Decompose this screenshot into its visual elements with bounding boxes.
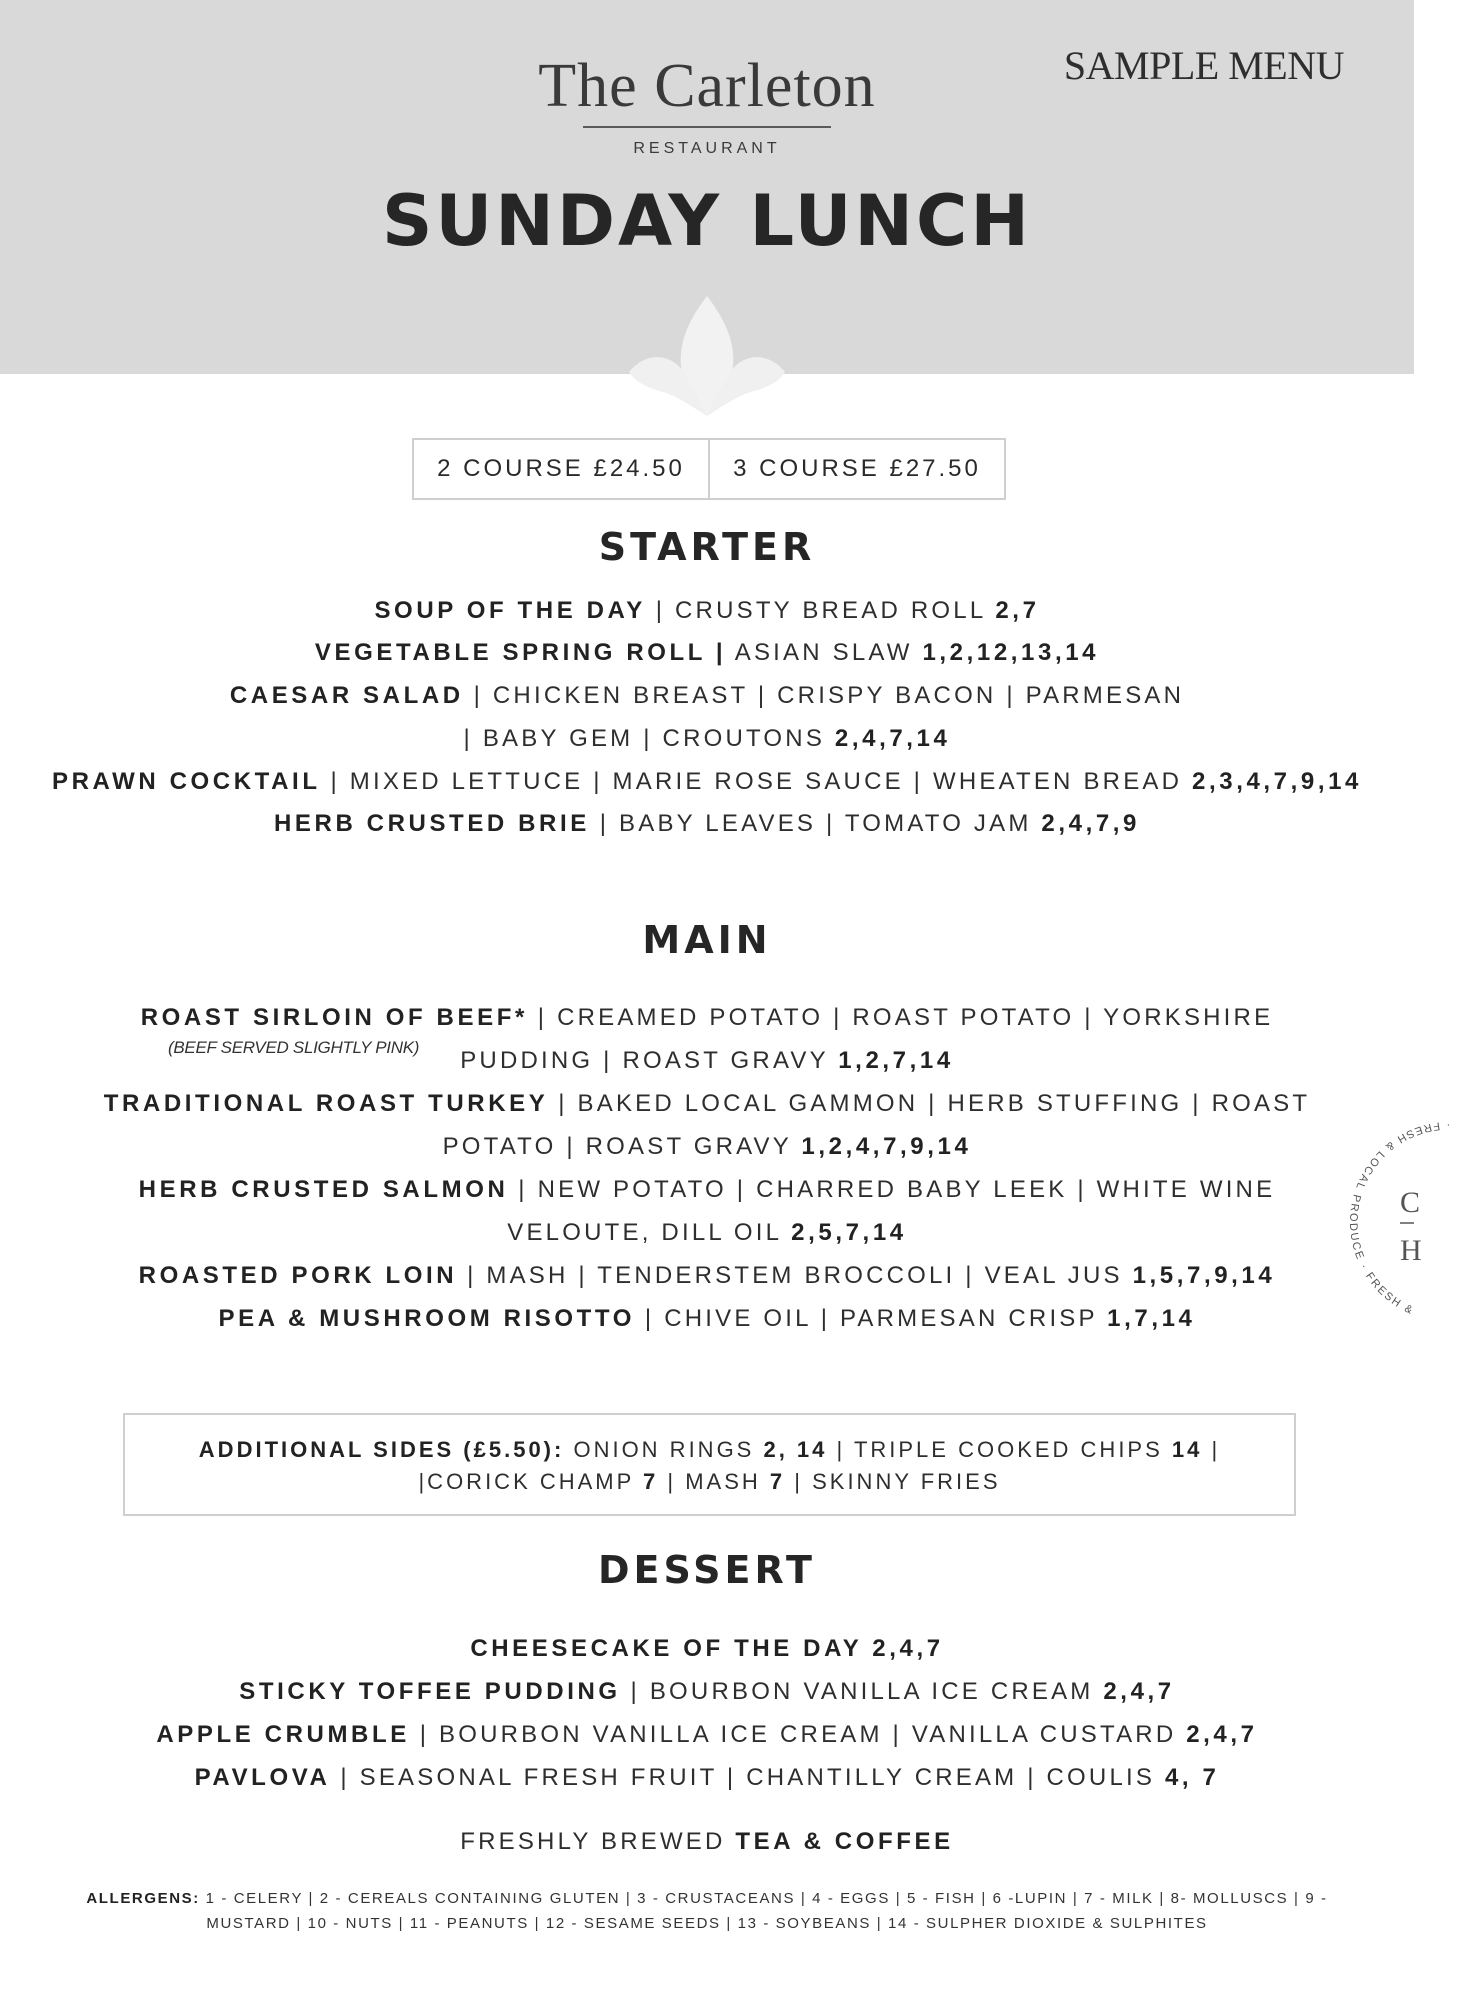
- dish-description: | CRUSTY BREAD ROLL: [645, 597, 996, 624]
- menu-item-continuation: [0, 724, 1414, 754]
- sides-text: |CORICK CHAMP: [418, 1469, 644, 1494]
- sides-line-1: [125, 1437, 1294, 1463]
- three-course-price: 3 COURSE £27.50: [708, 440, 1004, 498]
- drinks-text: FRESHLY BREWED: [460, 1828, 736, 1855]
- dish-description: | CREAMED POTATO | ROAST POTATO | YORKSHIRE: [527, 1004, 1274, 1031]
- menu-item: [0, 1261, 1414, 1291]
- dish-description: | BABY GEM | CROUTONS: [463, 725, 835, 752]
- sides-text: ONION RINGS: [564, 1437, 764, 1462]
- main-heading: MAIN: [642, 918, 772, 962]
- drinks-bold: TEA & COFFEE: [735, 1828, 954, 1855]
- dish-allergens: 1,2,7,14: [838, 1047, 954, 1074]
- dish-description: POTATO | ROAST GRAVY: [442, 1133, 802, 1160]
- allergen-list: MUSTARD | 10 - NUTS | 11 - PEANUTS | 12 - SESAME SEEDS | 13 - SOYBEANS | 14 - SULPHER DIOXIDE & SULPHITES: [206, 1915, 1208, 1932]
- dish-description: PUDDING | ROAST GRAVY: [460, 1047, 839, 1074]
- dish-allergens: 1,7,14: [1107, 1305, 1196, 1332]
- starter-heading: STARTER: [598, 525, 816, 569]
- sides-text: | SKINNY FRIES: [785, 1469, 1001, 1494]
- brand-name: The Carleton: [538, 52, 876, 120]
- dish-allergens: 2,4,7: [1186, 1721, 1258, 1748]
- dish-allergens: 4, 7: [1164, 1764, 1220, 1791]
- dish-name: TRADITIONAL ROAST TURKEY: [103, 1090, 549, 1117]
- sample-menu-label: SAMPLE MENU: [1063, 43, 1344, 88]
- dish-name: VEGETABLE SPRING ROLL |: [314, 639, 727, 666]
- dish-description: | CHIVE OIL | PARMESAN CRISP: [635, 1305, 1108, 1332]
- dish-description: ASIAN SLAW: [726, 639, 923, 666]
- menu-item: [0, 596, 1414, 626]
- dish-allergens: 2,4,7: [1103, 1678, 1175, 1705]
- menu-item: [0, 638, 1414, 668]
- dish-allergens: 1,5,7,9,14: [1132, 1262, 1276, 1289]
- drinks-line: [0, 1827, 1414, 1857]
- dish-name: PAVLOVA: [194, 1764, 331, 1791]
- sides-allergens: 14: [1171, 1437, 1203, 1462]
- sides-label: ADDITIONAL SIDES (£5.50):: [198, 1437, 565, 1462]
- dish-name: PEA & MUSHROOM RISOTTO: [218, 1305, 636, 1332]
- dish-name: APPLE CRUMBLE: [156, 1721, 410, 1748]
- sides-allergens: 7: [769, 1469, 786, 1494]
- menu-item-continuation: [0, 1132, 1414, 1162]
- menu-item: [0, 681, 1414, 711]
- brand-logo: [0, 50, 1414, 158]
- dish-name: CAESAR SALAD: [229, 682, 464, 709]
- two-course-price: 2 COURSE £24.50: [437, 455, 685, 482]
- dish-name: HERB CRUSTED SALMON: [138, 1176, 509, 1203]
- dish-name: HERB CRUSTED BRIE: [273, 810, 590, 837]
- menu-item: [0, 1003, 1414, 1033]
- dish-description: | MASH | TENDERSTEM BROCCOLI | VEAL JUS: [457, 1262, 1133, 1289]
- dish-description: | SEASONAL FRESH FRUIT | CHANTILLY CREAM | COULIS: [330, 1764, 1165, 1791]
- dish-name: PRAWN COCKTAIL: [51, 768, 321, 795]
- dish-name: CHEESECAKE OF THE DAY: [470, 1635, 863, 1662]
- dish-allergens: 1,2,12,13,14: [922, 639, 1100, 666]
- dish-name: ROASTED PORK LOIN: [138, 1262, 458, 1289]
- menu-item: [0, 1089, 1414, 1119]
- menu-item: [0, 1677, 1414, 1707]
- dish-allergens: 2,3,4,7,9,14: [1192, 768, 1363, 795]
- additional-sides-box: [123, 1413, 1296, 1516]
- course-price-box: [412, 438, 1006, 500]
- dish-description: | NEW POTATO | CHARRED BABY LEEK | WHITE WINE: [508, 1176, 1276, 1203]
- svg-text:· FRESH & LOCAL PRODUCE · FRES: [1347, 1119, 1450, 1317]
- dessert-heading: DESSERT: [598, 1548, 816, 1592]
- sides-allergens: 7: [643, 1469, 659, 1494]
- dish-allergens: 2,4,7: [872, 1635, 944, 1662]
- page-title: SUNDAY LUNCH: [382, 180, 1032, 262]
- sides-text: | TRIPLE COOKED CHIPS: [827, 1437, 1172, 1462]
- menu-item-continuation: [0, 1218, 1414, 1248]
- beef-note: (BEEF SERVED SLIGHTLY PINK): [168, 1038, 420, 1057]
- allergen-key-line-1: [0, 1890, 1414, 1907]
- menu-item: [0, 1720, 1414, 1750]
- allergen-key-line-2: [0, 1915, 1414, 1932]
- brand-divider: [583, 126, 831, 128]
- dish-name: ROAST SIRLOIN OF BEEF*: [140, 1004, 528, 1031]
- menu-item-continuation: [0, 1046, 1414, 1076]
- dish-allergens: 2,4,7,14: [834, 725, 951, 752]
- dish-description: [862, 1635, 872, 1662]
- dish-description: VELOUTE, DILL OIL: [507, 1219, 792, 1246]
- fleur-de-lis-icon: [627, 292, 787, 442]
- dish-description: | BOURBON VANILLA ICE CREAM: [620, 1678, 1104, 1705]
- svg-text:H: H: [1400, 1234, 1422, 1267]
- dish-name: SOUP OF THE DAY: [374, 597, 646, 624]
- dish-name: STICKY TOFFEE PUDDING: [239, 1678, 621, 1705]
- menu-item: [0, 1304, 1414, 1334]
- menu-item: [0, 1634, 1414, 1664]
- dish-description: | MIXED LETTUCE | MARIE ROSE SAUCE | WHEATEN BREAD: [320, 768, 1193, 795]
- dish-allergens: 2,7: [995, 597, 1040, 624]
- sides-text: | MASH: [658, 1469, 770, 1494]
- sides-text: |: [1202, 1437, 1221, 1462]
- dish-allergens: 2,5,7,14: [791, 1219, 907, 1246]
- dish-description: | BABY LEAVES | TOMATO JAM: [589, 810, 1042, 837]
- dish-description: | BAKED LOCAL GAMMON | HERB STUFFING | ROAST: [548, 1090, 1311, 1117]
- allergen-label: ALLERGENS:: [86, 1890, 200, 1907]
- sides-allergens: 2, 14: [763, 1437, 828, 1462]
- menu-item: [0, 1175, 1414, 1205]
- dish-description: | BOURBON VANILLA ICE CREAM | VANILLA CUSTARD: [409, 1721, 1187, 1748]
- menu-item: [0, 1763, 1414, 1793]
- allergen-list: 1 - CELERY | 2 - CEREALS CONTAINING GLUTEN | 3 - CRUSTACEANS | 4 - EGGS | 5 - FISH | 6 -LUPIN | 7 - MILK | 8- MOLLUSCS | 9 -: [199, 1890, 1328, 1907]
- sides-line-2: [125, 1469, 1294, 1495]
- dish-allergens: 1,2,4,7,9,14: [801, 1133, 972, 1160]
- stamp-text: · FRESH & LOCAL PRODUCE · FRESH &: [1346, 1118, 1451, 1318]
- svg-text:C: C: [1400, 1186, 1421, 1219]
- menu-item: [0, 767, 1414, 797]
- brand-subtitle: RESTAURANT: [633, 140, 781, 157]
- menu-item: [0, 809, 1414, 839]
- dish-description: | CHICKEN BREAST | CRISPY BACON | PARMESAN: [463, 682, 1185, 709]
- dish-allergens: 2,4,7,9: [1041, 810, 1141, 837]
- local-produce-stamp-icon: [1340, 1110, 1460, 1340]
